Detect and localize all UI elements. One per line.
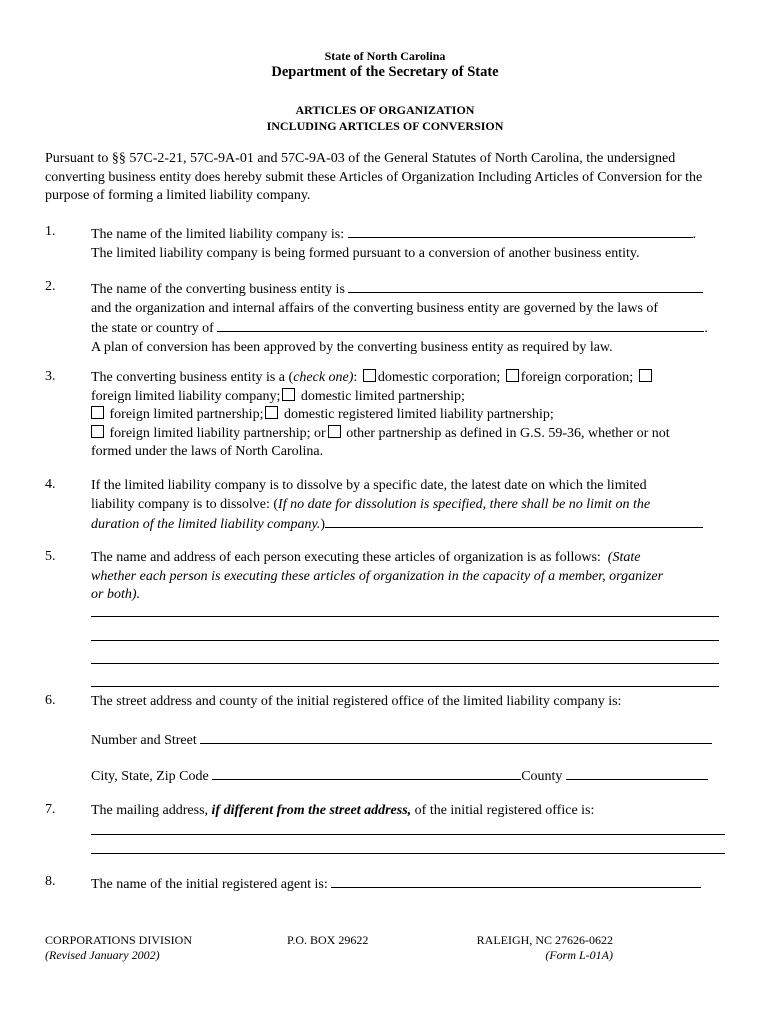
item-3-colon: : (353, 370, 358, 385)
item-4 (91, 477, 731, 535)
item-4-line2: liability company is to dissolve: ( (91, 496, 279, 512)
footer-right (463, 933, 613, 963)
department-heading: Department of the Secretary of State (271, 64, 499, 80)
foreign-llp-checkbox[interactable] (91, 425, 104, 438)
footer-division: CORPORATIONS DIVISION (45, 933, 193, 947)
item-7-label: The mailing address, (91, 803, 209, 818)
item-8-label: The name of the initial registered agent is: (91, 877, 328, 892)
check-one-note: check one) (293, 370, 354, 385)
form-title-line2: INCLUDING ARTICLES OF CONVERSION (266, 119, 504, 133)
other-partnership-label-cont: formed under the laws of North Carolina. (91, 444, 324, 459)
footer-form-number: (Form L-01A) (545, 948, 613, 962)
item-5-note: (State (607, 550, 641, 565)
domestic-rllp-checkbox[interactable] (265, 406, 278, 419)
item-4-note-cont: duration of the limited liability company. (91, 517, 321, 532)
item-4-note: If no date for dissolution is specified, there shall be no limit on the (278, 496, 651, 512)
item-4-line1: If the limited liability company is to dissolve by a specific date, the latest date on which the limited (91, 478, 647, 493)
form-title-line1: ARTICLES OF ORGANIZATION (295, 103, 475, 117)
foreign-llc-checkbox[interactable] (639, 369, 652, 382)
mailing-address-line-2[interactable] (91, 853, 725, 854)
intro-paragraph: Pursuant to §§ 57C-2-21, 57C-9A-01 and 57C-9A-03 of the General Statutes of North Carolina, the undersigned converting business entity does hereby submit these Articles of Organization Including Articles of Conversion for the purpose of forming a limited liability company. (45, 151, 703, 203)
executor-line-2[interactable] (91, 640, 719, 641)
other-partnership-checkbox[interactable] (328, 425, 341, 438)
item-1-period: . (692, 227, 697, 242)
city-row (91, 766, 731, 787)
item-5-label: The name and address of each person executing these articles of organization is as follows: (91, 550, 601, 565)
item-8-number: 8. (45, 874, 56, 889)
item-4-number: 4. (45, 477, 56, 492)
item-7 (91, 802, 731, 821)
other-partnership-label: other partnership as defined in G.S. 59-36, whether or not (346, 425, 670, 441)
item-3-number: 3. (45, 369, 56, 384)
item-2-line2: and the organization and internal affairs of the converting business entity are governed by the laws of (91, 300, 659, 316)
executor-line-1[interactable] (91, 616, 719, 617)
domestic-corporation-checkbox[interactable] (363, 369, 376, 382)
executor-line-3[interactable] (91, 663, 719, 664)
domestic-corporation-label: domestic corporation; (377, 370, 501, 385)
footer-revised: (Revised January 2002) (45, 948, 160, 962)
item-2-line4: A plan of conversion has been approved by the converting business entity as required by law. (91, 339, 613, 355)
foreign-lp-label: foreign limited partnership; (109, 407, 264, 422)
item-2 (91, 279, 731, 357)
item-7-number: 7. (45, 802, 56, 817)
dissolution-date-field[interactable] (325, 514, 703, 528)
item-2-number: 2. (45, 279, 56, 294)
county-label: County (521, 769, 563, 784)
llc-name-field[interactable] (348, 224, 693, 238)
item-2-period: . (704, 321, 708, 336)
registered-agent-field[interactable] (331, 874, 701, 888)
foreign-llc-label: foreign limited liability company; (91, 388, 281, 404)
item-7-emphasis: if different from the street address, (211, 803, 412, 818)
item-1-line2: The limited liability company is being formed pursuant to a conversion of another business entity. (91, 245, 640, 261)
foreign-llp-label: foreign limited liability partnership; or (109, 425, 326, 441)
item-1-number: 1. (45, 224, 56, 239)
executor-line-4[interactable] (91, 686, 719, 687)
state-or-country-field[interactable] (217, 318, 704, 332)
state-heading: State of North Carolina (324, 49, 446, 63)
footer-left (45, 933, 192, 963)
street-label: Number and Street (91, 733, 197, 748)
city-label: City, State, Zip Code (91, 769, 209, 784)
item-3 (91, 369, 731, 462)
item-4-paren: ) (320, 517, 326, 532)
street-field[interactable] (200, 730, 712, 744)
footer-city: RALEIGH, NC 27626-0622 (476, 933, 613, 947)
county-field[interactable] (566, 766, 708, 780)
foreign-corporation-label: foreign corporation; (520, 370, 634, 385)
item-5-note-cont: whether each person is executing these articles of organization in the capacity of a member, organizer (91, 568, 664, 584)
item-6-number: 6. (45, 693, 56, 708)
domestic-rllp-label: domestic registered limited liability partnership; (283, 407, 554, 422)
item-7-label-end: of the initial registered office is: (414, 803, 595, 818)
item-2-line3: the state or country of (91, 321, 214, 336)
street-row (91, 730, 731, 751)
item-1-label: The name of the limited liability company is: (91, 227, 345, 242)
item-5 (91, 549, 731, 605)
footer-pobox: P.O. BOX 29622 (287, 933, 369, 947)
foreign-lp-checkbox[interactable] (91, 406, 104, 419)
item-2-label: The name of the converting business entity is (91, 282, 345, 297)
item-1 (91, 224, 731, 263)
item-3-label: The converting business entity is a ( (91, 370, 294, 385)
form-title (0, 102, 770, 134)
item-5-note-end: or both). (91, 587, 140, 602)
mailing-address-line-1[interactable] (91, 834, 725, 835)
foreign-corporation-checkbox[interactable] (506, 369, 519, 382)
converting-entity-name-field[interactable] (348, 279, 703, 293)
item-8 (91, 874, 731, 895)
domestic-lp-checkbox[interactable] (282, 388, 295, 401)
domestic-lp-label: domestic limited partnership; (300, 388, 465, 404)
item-6-label: The street address and county of the initial registered office of the limited liability company is: (91, 694, 622, 709)
city-state-zip-field[interactable] (212, 766, 521, 780)
item-5-number: 5. (45, 549, 56, 564)
